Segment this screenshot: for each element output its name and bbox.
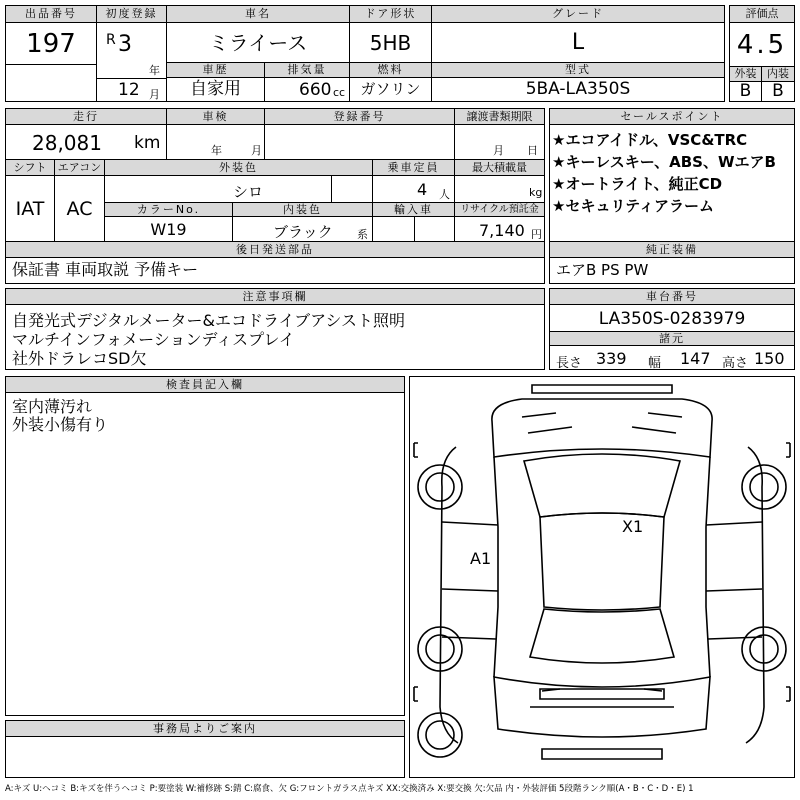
int-color: ブラック xyxy=(273,223,333,241)
height: 150 xyxy=(754,349,785,368)
year-suffix: 年 xyxy=(149,64,160,77)
note-line-1: 自発光式デジタルメーター&エコドライブアシスト照明 xyxy=(12,311,405,330)
office-panel xyxy=(5,720,405,778)
grade-label: グレード xyxy=(431,6,724,23)
width: 147 xyxy=(680,349,711,368)
mileage-unit: km xyxy=(134,133,161,153)
lot-no-label: 出品番号 xyxy=(6,6,96,23)
office-label: 事務局よりご案内 xyxy=(6,721,404,737)
reg-label: 登録番号 xyxy=(264,109,454,125)
header-panel xyxy=(5,5,725,102)
recycle-unit: 円 xyxy=(531,228,542,241)
note-line-2: マルチインフォメーションディスプレイ xyxy=(12,330,295,349)
load-unit: kg xyxy=(529,186,543,199)
int-color-suffix: 系 xyxy=(357,228,368,241)
chassis-panel xyxy=(549,288,795,370)
grade: L xyxy=(431,23,724,63)
history: 自家用 xyxy=(166,78,264,101)
mileage-label: 走行 xyxy=(6,109,166,125)
shift: IAT xyxy=(6,176,54,242)
int-color-label: 内装色 xyxy=(232,203,372,217)
details-panel xyxy=(5,108,545,284)
sales-points-label: セールスポイント xyxy=(550,109,794,125)
score-panel xyxy=(729,5,795,102)
inspector-line-2: 外装小傷有り xyxy=(12,415,109,434)
inspector-line-1: 室内薄汚れ xyxy=(12,397,93,416)
height-label: 高さ xyxy=(722,356,749,371)
load-label: 最大積載量 xyxy=(454,160,544,176)
inspection-label: 車検 xyxy=(166,109,264,125)
ac: AC xyxy=(54,176,104,242)
later-parts: 保証書 車両取説 予備キー xyxy=(12,260,199,279)
first-reg-label: 初度登録 xyxy=(96,6,166,23)
genuine-label: 純正装備 xyxy=(550,241,794,258)
displacement: 660 xyxy=(299,80,332,100)
later-parts-label: 後日発送部品 xyxy=(6,242,544,258)
fuel: ガソリン xyxy=(349,78,431,101)
damage-mark-a1: A1 xyxy=(470,549,492,568)
shift-label: シフト xyxy=(6,160,54,176)
notes-panel xyxy=(5,288,545,370)
legend: A:キズ U:ヘコミ B:キズを伴うヘコミ P:要塗装 W:補修跡 S:錆 C:腐食、欠 G:フロントガラス点キズ XX:交換済み X:要交換 欠:欠品 内・外装評価 5段階ランク順(A・B・C・D・E) 1 xyxy=(5,784,694,794)
car-diagram xyxy=(410,377,794,777)
sales-point-2: ★キーレスキー、ABS、WエアB xyxy=(552,153,776,171)
notes-label: 注意事項欄 xyxy=(6,289,544,305)
displacement-label: 排気量 xyxy=(264,63,349,78)
ext-color-label: 外装色 xyxy=(104,160,372,176)
chassis-number: LA350S-0283979 xyxy=(598,309,746,329)
month-suffix: 月 xyxy=(149,88,160,101)
history-label: 車歴 xyxy=(166,63,264,78)
door: 5HB xyxy=(349,23,431,63)
ext-color: シロ xyxy=(233,183,264,201)
displacement-unit: cc xyxy=(333,86,346,99)
color-no: W19 xyxy=(104,217,232,242)
int-grade: B xyxy=(772,82,784,101)
capacity-unit: 人 xyxy=(439,188,450,201)
car-name: ミライース xyxy=(166,23,349,63)
door-label: ドア形状 xyxy=(349,6,431,23)
sales-point-1: ★エコアイドル、VSC&TRC xyxy=(552,131,748,149)
insp-month: 月 xyxy=(251,144,262,157)
fuel-label: 燃料 xyxy=(349,63,431,78)
ac-label: エアコン xyxy=(54,160,104,176)
import-label: 輸入車 xyxy=(372,203,454,217)
mileage: 28,081 xyxy=(32,131,102,155)
damage-mark-x1: X1 xyxy=(622,517,644,536)
genuine: エアB PS PW xyxy=(556,261,649,279)
recycle-label: リサイクル預託金 xyxy=(454,203,544,217)
score: 4.5 xyxy=(730,23,794,67)
recycle: 7,140 xyxy=(479,221,525,240)
transfer-label: 譲渡書類期限 xyxy=(454,109,544,125)
inspector-label: 検査員記入欄 xyxy=(6,377,404,393)
model-label: 型式 xyxy=(431,63,724,78)
capacity-label: 乗車定員 xyxy=(372,160,454,176)
note-line-3: 社外ドラレコSD欠 xyxy=(12,349,147,368)
sales-point-4: ★セキュリティアラーム xyxy=(552,197,714,215)
length: 339 xyxy=(596,349,627,368)
ext-label: 外装 xyxy=(730,67,762,82)
transfer-month: 月 xyxy=(493,144,504,157)
car-name-label: 車名 xyxy=(166,6,349,23)
score-label: 評価点 xyxy=(730,6,794,23)
color-no-label: カラーNo. xyxy=(104,203,232,217)
month-num: 12 xyxy=(118,80,140,100)
inspector-panel xyxy=(5,376,405,716)
year-num: 3 xyxy=(118,32,132,57)
ext-grade: B xyxy=(730,82,762,101)
int-label: 内装 xyxy=(762,67,794,82)
transfer-day: 日 xyxy=(527,144,538,157)
capacity: 4 xyxy=(417,180,428,199)
insp-year: 年 xyxy=(211,144,222,157)
model: 5BA-LA350S xyxy=(431,78,724,101)
era: R xyxy=(106,32,116,48)
width-label: 幅 xyxy=(648,356,662,371)
chassis-label: 車台番号 xyxy=(550,289,794,305)
sales-points-panel xyxy=(549,108,795,284)
lot-no: 197 xyxy=(6,23,96,65)
length-label: 長さ xyxy=(556,356,583,371)
car-diagram-panel xyxy=(409,376,795,778)
dims-label: 諸元 xyxy=(550,331,794,346)
sales-point-3: ★オートライト、純正CD xyxy=(552,175,723,193)
reg-value xyxy=(264,125,454,160)
